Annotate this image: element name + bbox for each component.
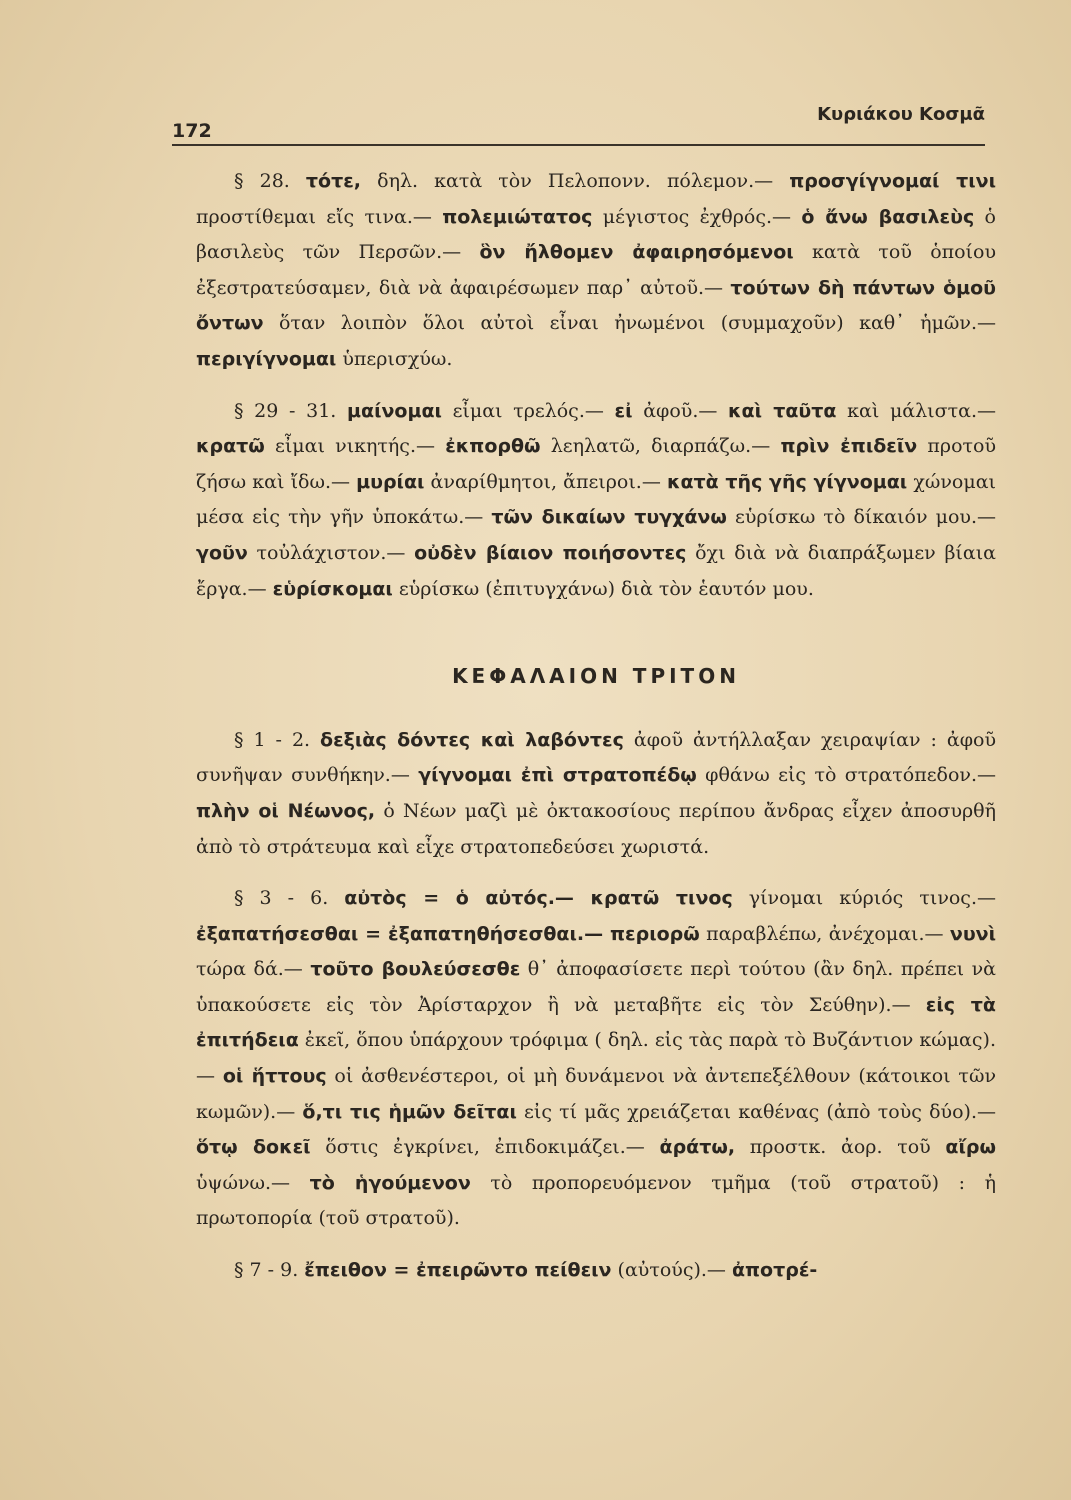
gloss-text: ὑψώνω.—	[196, 1171, 310, 1194]
gloss-text: ὁ βασιλεὺς τῶν Περσῶν.—	[196, 205, 996, 264]
lemma-term: δεξιὰς δόντες καὶ λαβόντες	[320, 728, 624, 751]
gloss-text: § 29 - 31.	[234, 399, 348, 422]
lemma-term: εὑρίσκομαι	[272, 577, 393, 600]
lemma-term: αὐτὸς = ὁ αὐτός.— κρατῶ τινος	[344, 887, 733, 910]
lemma-term: νυνὶ	[949, 922, 996, 945]
gloss-text: ἐκεῖ, ὅπου ὑπάρχουν τρόφιμα ( δηλ. εἰς τὰς παρὰ τὸ Βυζάντιον κώμας).—	[196, 1029, 996, 1088]
gloss-text: εἶμαι τρελός.—	[441, 399, 615, 422]
note-paragraph	[196, 394, 996, 608]
lemma-term: εἰς τὰ ἐπιτήδεια	[196, 993, 996, 1052]
lemma-term: ὅτῳ δοκεῖ	[196, 1136, 311, 1159]
gloss-text: κατὰ τοῦ ὁποίου ἐξεστρατεύσαμεν, διὰ νὰ ἀφαιρέσωμεν παρ᾽ αὐτοῦ.—	[196, 241, 996, 299]
gloss-text: ὑπερισχύω.	[336, 347, 453, 370]
gloss-text: § 3 - 6.	[234, 887, 345, 910]
lemma-term: μαίνομαι	[347, 399, 442, 422]
lemma-term: περιγίγνομαι	[196, 347, 337, 370]
gloss-text: θ᾽ ἀποφασίσετε περὶ τούτου (ἂν δηλ. πρέπει νὰ ὑπακούσετε εἰς τὸν Ἀρίσταρχον ἢ νὰ μεταβῆτε εἰς τὸν Σεύθην).—	[196, 958, 996, 1016]
gloss-text: παραβλέπω, ἀνέχομαι.—	[699, 922, 950, 945]
gloss-text: γίνομαι κύριός τινος.—	[732, 887, 996, 910]
gloss-text: προστκ. ἀορ. τοῦ	[735, 1136, 946, 1159]
page-number: 172	[172, 120, 212, 142]
lemma-term: μυρίαι	[356, 470, 425, 493]
lemma-term: ἔπειθον = ἐπειρῶντο πείθειν	[304, 1259, 612, 1282]
lemma-term: κατὰ τῆς γῆς γίγνομαι	[666, 470, 908, 493]
lemma-term: εἰ	[614, 399, 633, 422]
note-paragraph	[196, 1253, 996, 1289]
lemma-term: πολεμιώτατος	[442, 205, 593, 228]
lemma-term: ἐξαπατήσεσθαι = ἐξαπατηθήσεσθαι.— περιορῶ	[196, 922, 700, 945]
gloss-text: ὄχι διὰ νὰ διαπράξωμεν βίαια ἔργα.—	[196, 541, 996, 600]
gloss-text: ὅστις ἐγκρίνει, ἐπιδοκιμάζει.—	[310, 1136, 660, 1159]
lemma-term: ὃν ἤλθομεν ἀφαιρησόμενοι	[479, 241, 794, 264]
lemma-term: τῶν δικαίων τυγχάνω	[491, 506, 727, 529]
lemma-term: προσγίγνομαί τινι	[789, 170, 996, 192]
lemma-term: ἀράτω,	[659, 1136, 736, 1159]
lemma-term: γοῦν	[196, 541, 248, 564]
gloss-text: εὑρίσκω τὸ δίκαιόν μου.—	[726, 506, 996, 529]
gloss-text: εὑρίσκω (ἐπιτυγχάνω) διὰ τὸν ἑαυτόν μου.	[392, 577, 814, 600]
gloss-text: ἀναρίθμητοι, ἄπειροι.—	[424, 470, 667, 493]
gloss-text: οἱ ἀσθενέστεροι, οἱ μὴ δυνάμενοι νὰ ἀντεπεξέλθουν (κάτοικοι τῶν κωμῶν).—	[196, 1065, 996, 1123]
gloss-text: προτοῦ ζήσω καὶ ἴδω.—	[196, 435, 997, 493]
lemma-term: τότε,	[305, 170, 362, 192]
gloss-text: ὁ Νέων μαζὶ μὲ ὀκτακοσίους περίπου ἄνδρας εἶχεν ἀποσυρθῆ ἀπὸ τὸ στράτευμα καὶ εἶχε στρατοπεδεύσει χωριστά.	[196, 799, 996, 858]
lemma-term: οὐδὲν βίαιον ποιήσοντες	[414, 541, 687, 564]
gloss-text: τοὐλάχιστον.—	[247, 541, 415, 564]
lemma-term: γίγνομαι ἐπὶ στρατοπέδῳ	[418, 764, 697, 787]
page-header	[172, 100, 985, 146]
lemma-term: κρατῶ	[196, 435, 265, 458]
gloss-text: § 28.	[234, 170, 306, 192]
gloss-text: εἶμαι νικητής.—	[264, 435, 446, 458]
lemma-term: καὶ ταῦτα	[728, 399, 837, 422]
commentary-body	[196, 164, 996, 1289]
note-paragraph	[196, 164, 996, 378]
gloss-text: ἀφοῦ ἀντήλλαξαν χειραψίαν : ἀφοῦ συνῆψαν συνθήκην.—	[196, 728, 996, 787]
gloss-text: τώρα δά.—	[196, 958, 311, 981]
gloss-text: δηλ. κατὰ τὸν Πελοπονν. πόλεμον.—	[361, 170, 790, 192]
lemma-term: πρὶν ἐπιδεῖν	[780, 435, 918, 458]
note-paragraph	[196, 881, 996, 1237]
gloss-text: § 1 - 2.	[234, 728, 321, 751]
notes-section-before	[196, 164, 996, 607]
gloss-text: καὶ μάλιστα.—	[836, 399, 996, 422]
lemma-term: τούτων δὴ πάντων ὁμοῦ ὄντων	[196, 276, 996, 335]
gloss-text: τὸ προπορευόμενον τμῆμα (τοῦ στρατοῦ) : ἡ πρωτοπορία (τοῦ στρατοῦ).	[196, 1171, 996, 1230]
gloss-text: φθάνω εἰς τὸ στρατόπεδον.—	[696, 764, 996, 787]
lemma-term: ὅ,τι τις ἡμῶν δεῖται	[302, 1100, 517, 1123]
gloss-text: χώνομαι μέσα εἰς τὴν γῆν ὑποκάτω.—	[196, 470, 996, 529]
gloss-text: μέγιστος ἐχθρός.—	[592, 205, 802, 228]
notes-section-after	[196, 723, 996, 1289]
chapter-title: ΚΕΦΑΛΑΙΟΝ ΤΡΙΤΟΝ	[452, 664, 740, 689]
gloss-text: § 7 - 9.	[234, 1259, 305, 1282]
running-head: Κυριάκου Κοσμᾶ	[817, 104, 985, 125]
gloss-text: προστίθεμαι εἴς τινα.—	[196, 205, 443, 228]
gloss-text: ἀφοῦ.—	[632, 399, 729, 422]
lemma-term: ὁ ἄνω βασιλεὺς	[801, 205, 975, 228]
lemma-term: πλὴν οἱ Νέωνος,	[196, 799, 376, 822]
lemma-term: τοῦτο βουλεύσεσθε	[310, 958, 521, 981]
lemma-term: ἀποτρέ-	[731, 1259, 818, 1282]
lemma-term: τὸ ἡγούμενον	[309, 1171, 471, 1194]
note-paragraph	[196, 723, 996, 865]
lemma-term: οἱ ἥττους	[222, 1065, 327, 1088]
lemma-term: ἐκπορθῶ	[445, 435, 541, 458]
gloss-text: λεηλατῶ, διαρπάζω.—	[540, 435, 781, 458]
gloss-text: εἰς τί μᾶς χρειάζεται καθένας (ἀπὸ τοὺς δύο).—	[516, 1100, 996, 1123]
lemma-term: αἴρω	[945, 1136, 996, 1159]
gloss-text: ὅταν λοιπὸν ὅλοι αὐτοὶ εἶναι ἠνωμένοι (συμμαχοῦν) καθ᾽ ἡμῶν.—	[263, 312, 996, 335]
gloss-text: (αὐτούς).—	[611, 1259, 732, 1282]
